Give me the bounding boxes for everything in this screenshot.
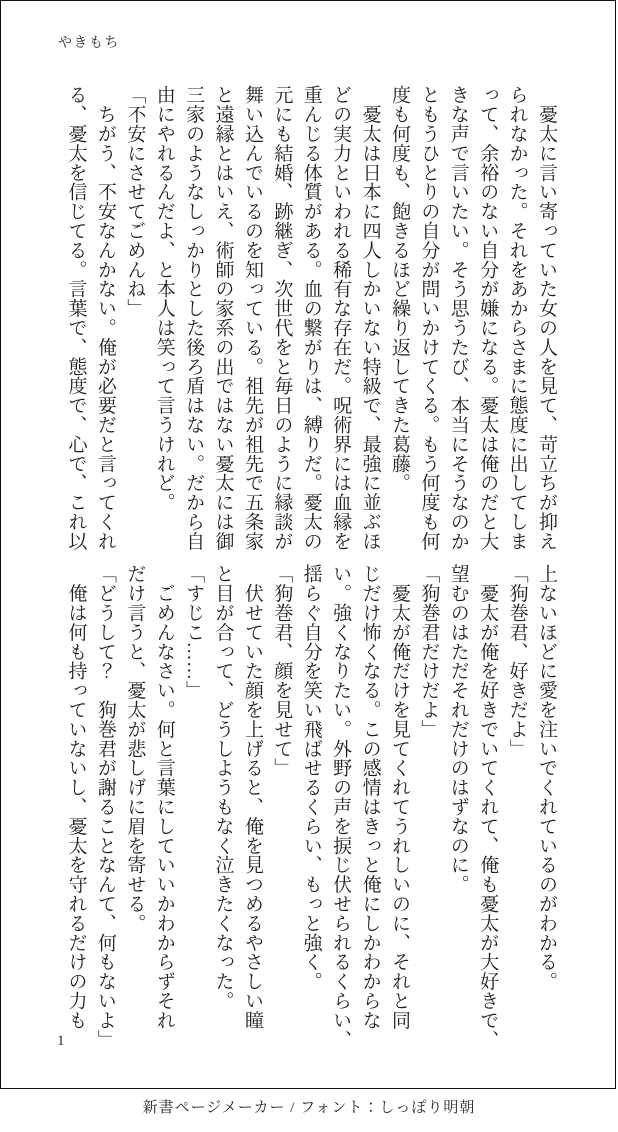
lower-text-block [61, 564, 561, 1049]
text-line: と目が合って、どうしようもなく泣きたくなった。 [212, 564, 234, 1011]
text-line: 舞い込んでいるのを知っている。祖先が祖先で五条家 [241, 85, 263, 551]
footer-credit: 新書ページメーカー / フォント：しっぽり明朝 [142, 1100, 476, 1116]
text-line: ごめんなさい。何と言葉にしていいかわからずそれ [153, 564, 175, 1030]
text-line: い。強くなりたい。外野の声を捩じ伏せられるくらい、 [330, 564, 352, 1049]
text-line: 「狗巻君だけだよ」 [418, 564, 440, 739]
text-line: 憂太が俺を好きでいてくれて、俺も憂太が大好きで、 [477, 564, 499, 1049]
text-line: ともうひとりの自分が問いかけてくる。もう何度も何 [418, 85, 440, 551]
text-line: 伏せていた顔を上げると、俺を見つめるやさしい瞳 [241, 564, 263, 1030]
text-line: る、憂太を信じてる。言葉で、態度で、心で、これ以 [65, 85, 87, 551]
text-line: 「どうして？ 狗巻君が謝ることなんて、何もないよ」 [94, 564, 116, 1049]
text-line: ちがう、不安なんかない。俺が必要だと言ってくれ [94, 85, 116, 551]
running-title: やきもち [58, 36, 120, 51]
text-line: 「狗巻君、顔を見せて」 [271, 564, 293, 778]
text-line: どの実力といわれる稀有な存在だ。呪術界には血縁を [330, 85, 352, 551]
text-line: 三家のようなしっかりとした後ろ盾はない。だから自 [183, 85, 205, 551]
text-line: られなかった。それをあからさまに態度に出してしま [506, 85, 528, 551]
text-line: 憂太は日本に四人しかいない特級で、最強に並ぶほ [359, 85, 381, 551]
text-line: 重んじる体質がある。血の繋がりは、縛りだ。憂太の [300, 85, 322, 551]
text-line: だけ言うと、憂太が悲しげに眉を寄せる。 [124, 564, 146, 933]
text-line: 揺らぐ自分を笑い飛ばせるくらい、もっと強く。 [300, 564, 322, 991]
text-line: 「狗巻君、好きだよ」 [506, 564, 528, 758]
text-line: じだけ怖くなる。この感情はきっと俺にしかわからな [359, 564, 381, 1030]
text-line: 上ないほどに愛を注いでくれているのがわかる。 [536, 564, 557, 991]
text-line: 憂太に言い寄っていた女の人を見て、苛立ちが抑え [536, 85, 557, 551]
page-number: 1 [57, 1033, 65, 1049]
text-line: 「すじこ……」 [183, 564, 205, 700]
text-line: 俺は何も持っていないし、憂太を守れるだけの力も [65, 564, 87, 1030]
text-line: 憂太が俺だけを見てくれてうれしいのに、それと同 [388, 564, 410, 1030]
text-line: 「不安にさせてごめんね」 [124, 85, 146, 318]
text-line: 望むのはただそれだけのはずなのに。 [447, 564, 469, 894]
text-line: 元にも結婚、跡継ぎ、次世代をと毎日のように縁談が [271, 85, 293, 551]
text-line: 度も何度も、飽きるほど繰り返してきた葛藤。 [388, 85, 410, 493]
upper-text-block [61, 85, 561, 553]
text-line: きな声で言いたい。そう思うたび、本当にそうなのか [447, 85, 469, 551]
text-line: と遠縁とはいえ、術師の家系の出ではない憂太には御 [212, 85, 234, 551]
text-line: って、余裕のない自分が嫌になる。憂太は俺のだと大 [477, 85, 499, 551]
text-line: 由にやれるんだよ、と本人は笑って言うけれど。 [153, 85, 175, 512]
